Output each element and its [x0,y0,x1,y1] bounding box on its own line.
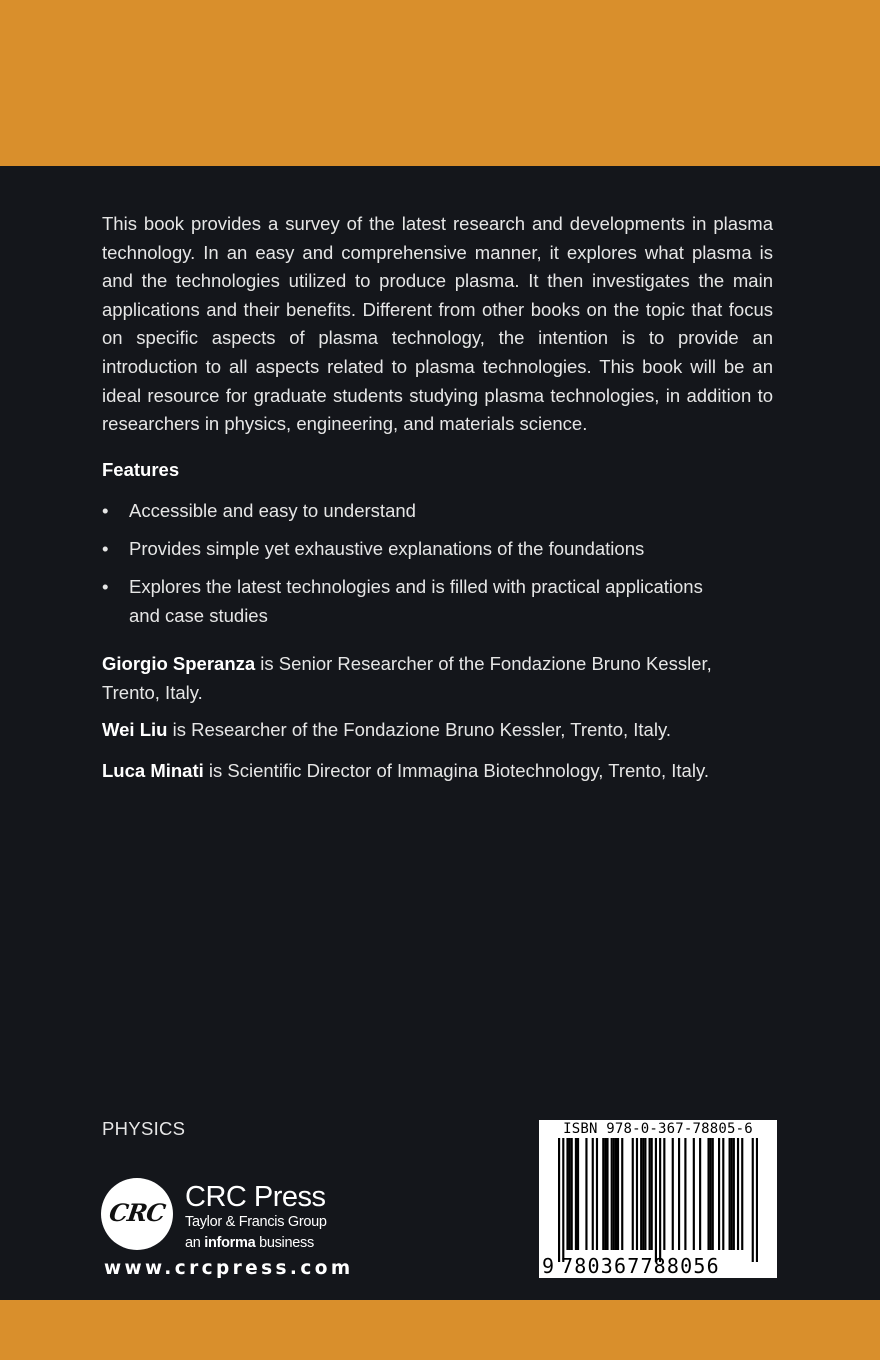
barcode-bar [575,1138,577,1250]
author-name: Luca Minati [102,760,204,781]
barcode-first-digit: 9 [542,1254,555,1278]
tagline-prefix: an [185,1235,205,1251]
barcode-bar [604,1138,606,1250]
barcode-bar [642,1138,644,1250]
author-bio [102,757,762,786]
barcode-bar [640,1138,642,1250]
barcode-bar [615,1138,617,1250]
author-description: is Scientific Director of Immagina Biotechnology, Trento, Italy. [203,760,709,781]
barcode-bar [729,1138,731,1250]
barcode-bar [585,1138,587,1250]
crc-logo-text: CRC [107,1198,167,1227]
subject-category: PHYSICS [102,1118,186,1139]
bullet-icon: • [102,538,109,560]
feature-item [102,573,762,630]
barcode-bar [632,1138,634,1250]
barcode-bar [699,1138,701,1250]
barcode-bar [562,1138,564,1262]
barcode-bar [636,1138,638,1250]
barcode-bar [663,1138,665,1250]
barcode-bar [731,1138,733,1250]
barcode-bar [733,1138,735,1250]
author-name: Giorgio Speranza [102,653,256,674]
barcode-bar [693,1138,695,1250]
crc-logo-icon [101,1178,173,1250]
barcode-bar [752,1138,754,1262]
features-list [102,497,762,640]
feature-text: Provides simple yet exhaustive explanations of the foundations [129,538,645,560]
tagline-suffix: business [255,1235,314,1251]
feature-text: Explores the latest technologies and is filled with practical applications and case studies [129,576,703,626]
publisher-url: www.crcpress.com [104,1258,354,1279]
author-description: is Senior Researcher of the Fondazione Bruno Kessler, Trento, Italy. [102,653,712,703]
publisher-block [101,1178,401,1298]
barcode-bar [710,1138,712,1250]
publisher-group: Taylor & Francis Group [185,1214,327,1230]
bottom-color-band [0,1300,880,1360]
top-color-band [0,0,880,166]
author-bio [102,716,762,745]
publisher-tagline [185,1235,314,1251]
barcode-bar [756,1138,758,1262]
barcode-bar [649,1138,651,1250]
barcode-bar [613,1138,615,1250]
isbn-barcode [539,1120,777,1278]
barcode-bar [566,1138,568,1250]
barcode-bar [655,1138,657,1262]
author-name: Wei Liu [102,719,168,740]
barcode-bar [659,1138,661,1262]
barcode-bar [722,1138,724,1250]
bullet-icon: • [102,576,109,598]
isbn-label: ISBN 978-0-367-78805-6 [563,1121,753,1137]
barcode-bar [617,1138,619,1250]
author-description: is Researcher of the Fondazione Bruno Kessler, Trento, Italy. [167,719,671,740]
publisher-name: CRC Press [185,1181,326,1213]
feature-text: Accessible and easy to understand [129,500,416,521]
barcode-bar [672,1138,674,1250]
barcode-bar [611,1138,613,1250]
features-heading: Features [102,459,180,480]
book-description: This book provides a survey of the latest research and developments in plasma technology. In an easy and comprehensive manner, it explores what plasma is and the technologies utilized to produce plasma. It then investigates the main applications and their benefits. Different from other books on the topic that focus on specific aspects of plasma technology, the intention is to provide an introduction to all aspects related to plasma technologies. This book will be an ideal resource for graduate students studying plasma technologies, in addition to researchers in physics, engineering, and materials science. [102,213,773,435]
bullet-icon: • [102,500,109,521]
author-bio [102,650,762,707]
feature-item [102,497,762,526]
barcode-bar [741,1138,743,1250]
barcode-bar [558,1138,560,1262]
barcode-bar [707,1138,709,1250]
barcode-bar [651,1138,653,1250]
barcode-bar [592,1138,594,1250]
tagline-brand: informa [204,1235,256,1251]
barcode-remaining-digits: 780367788056 [561,1254,720,1278]
barcode-bar [678,1138,680,1250]
barcode-bar [569,1138,571,1250]
barcode-bar [571,1138,573,1250]
barcode-bar [602,1138,604,1250]
barcode-bar [621,1138,623,1250]
barcode-bar [606,1138,608,1250]
barcode-bar [596,1138,598,1250]
barcode-bar [644,1138,646,1250]
barcode-bar [737,1138,739,1250]
feature-item [102,535,762,564]
barcode-bar [577,1138,579,1250]
barcode-bar [712,1138,714,1250]
barcode-bar [684,1138,686,1250]
barcode-bar [718,1138,720,1250]
